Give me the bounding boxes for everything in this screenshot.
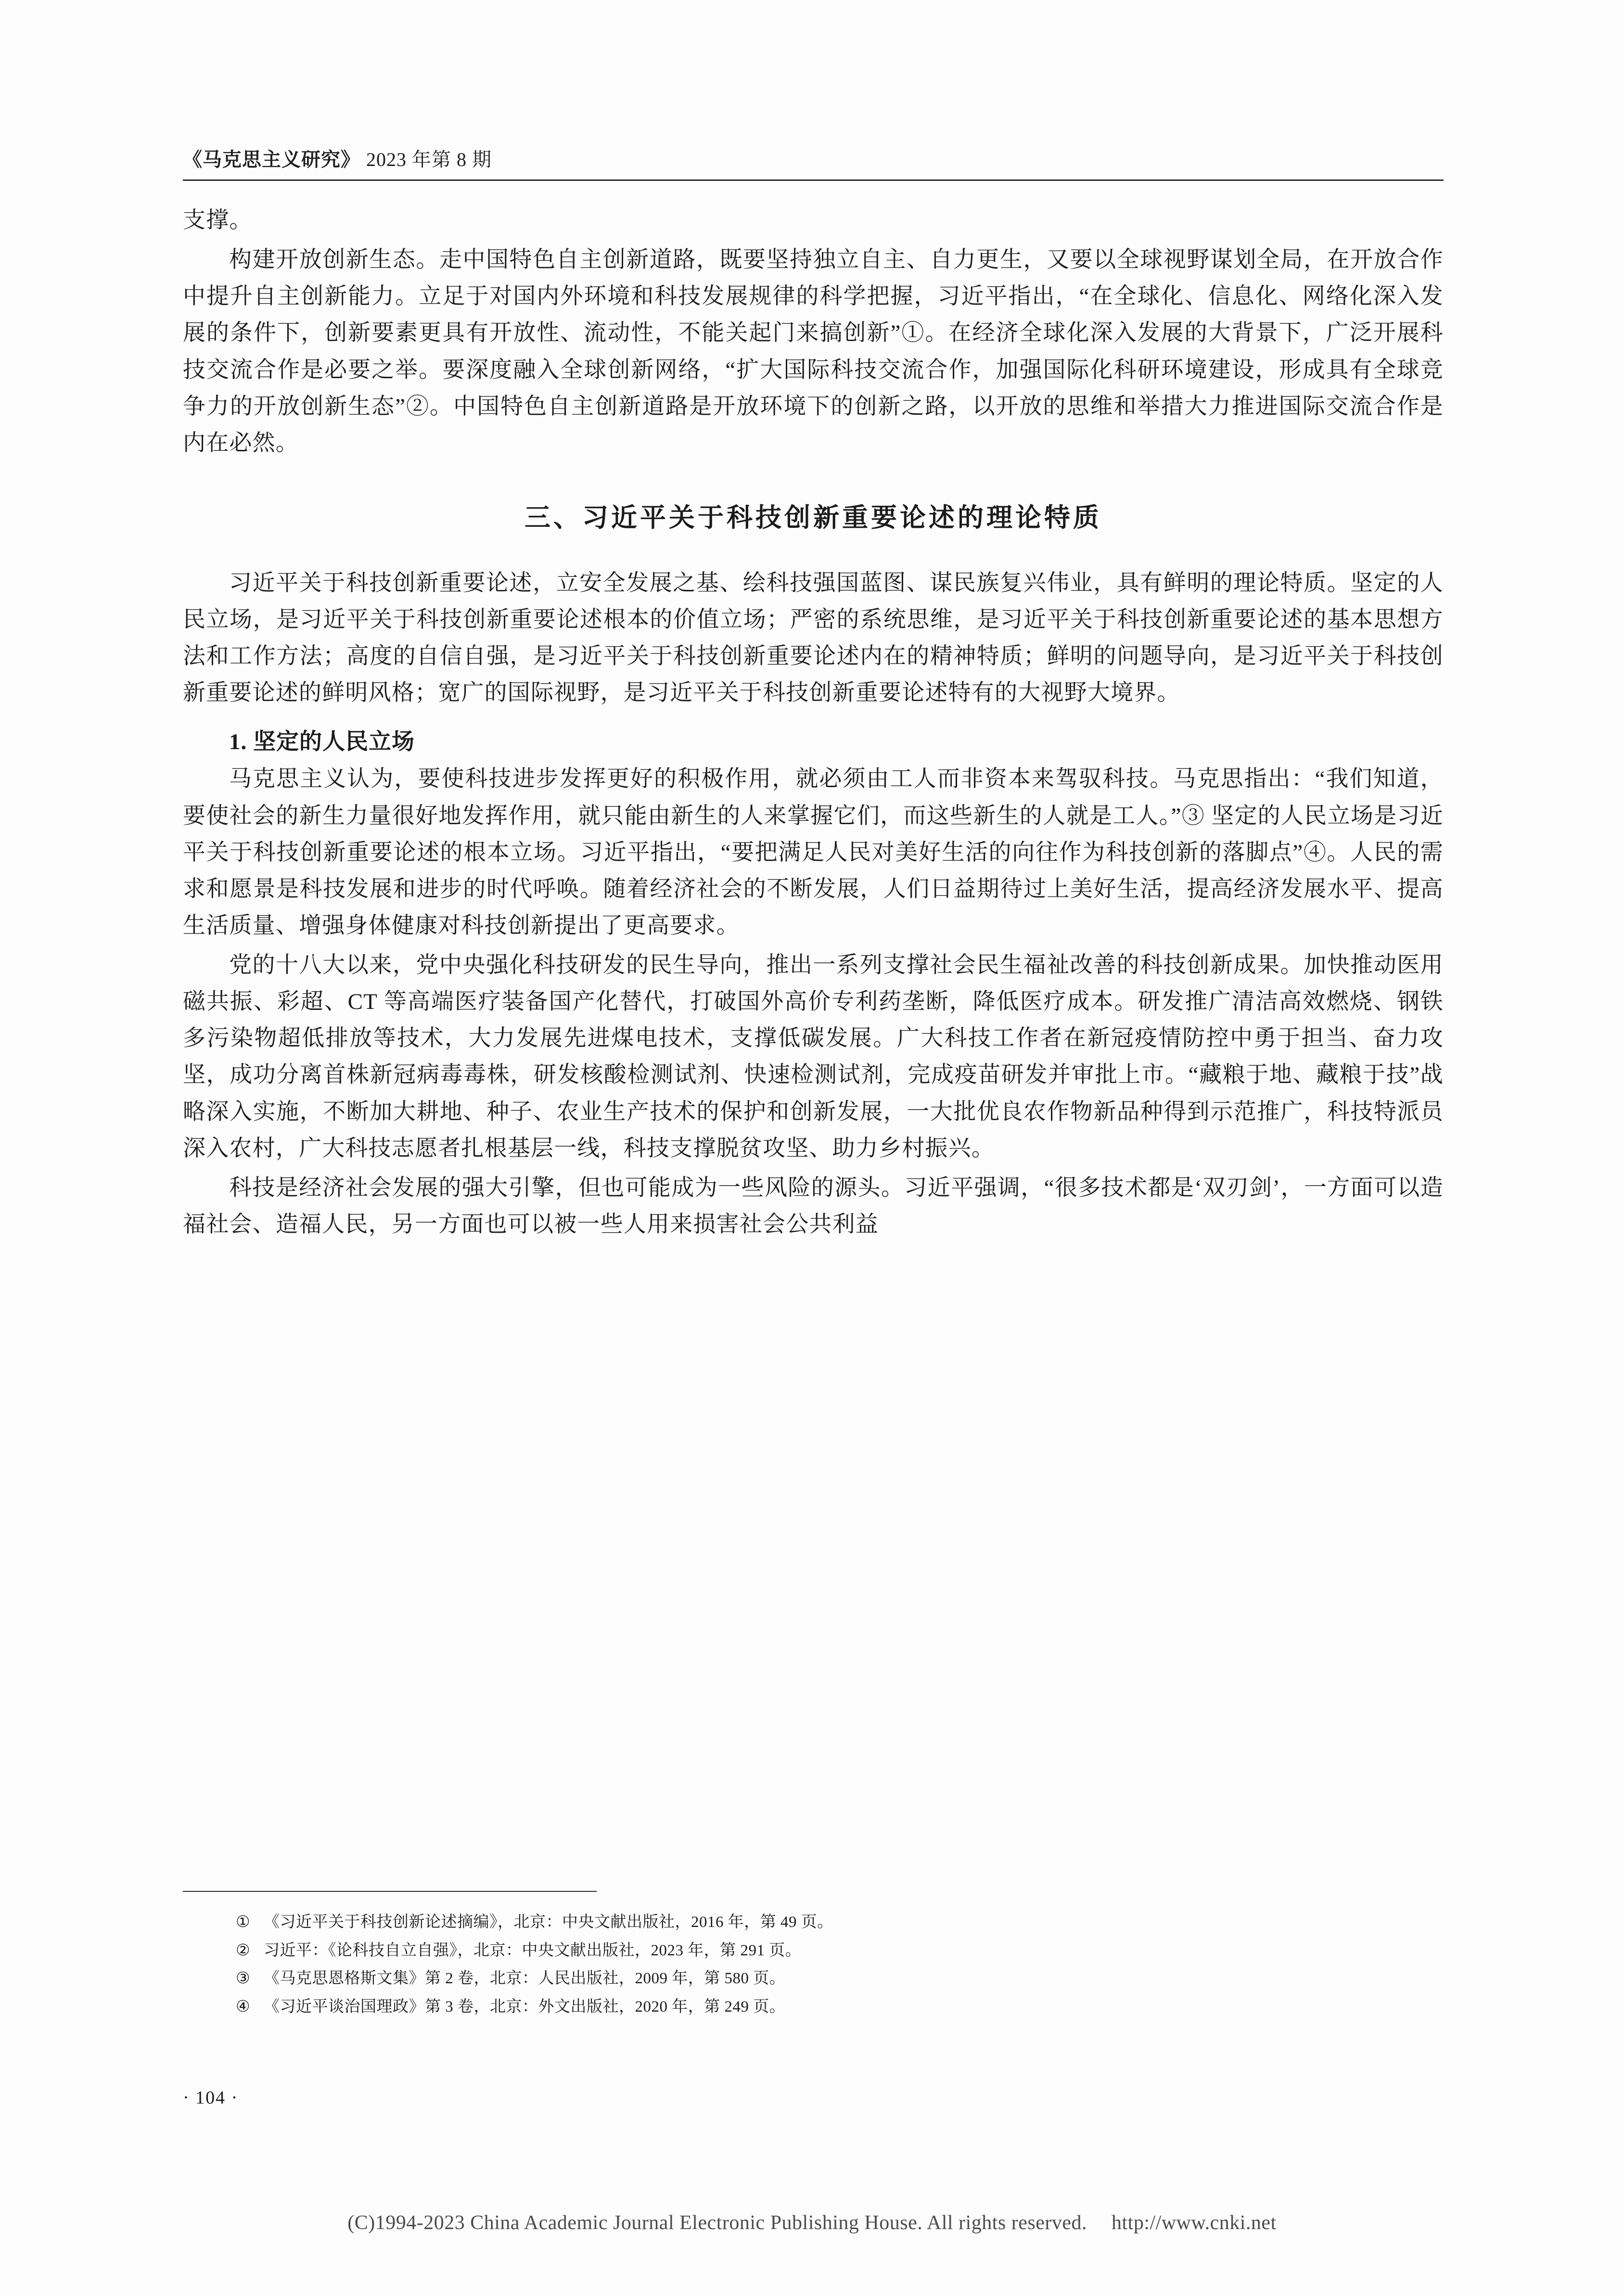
paragraph-marxism: 马克思主义认为，要使科技进步发挥更好的积极作用，就必须由工人而非资本来驾驭科技。马克思指出：“我们知道，要使社会的新生力量很好地发挥作用，就只能由新生的人来掌握它们，而这些新生的人就是工人。”③ 坚定的人民立场是习近平关于科技创新重要论述的根本立场。习近平指出，“要把满足人民对美好生活的向往作为科技创新的落脚点”④。人民的需求和愿景是科技发展和进步的时代呼唤。随着经济社会的不断发展，人们日益期待过上美好生活，提高经济发展水平、提高生活质量、增强身体健康对科技创新提出了更高要求。	[183, 766, 1444, 938]
footnote-text: 《习近平关于科技创新论述摘编》，北京：中央文献出版社，2016 年，第 49 页。	[264, 1913, 833, 1931]
footnote-text: 《习近平谈治国理政》第 3 卷，北京：外文出版社，2020 年，第 249 页。	[264, 1998, 786, 2016]
footnote-marker: ④	[236, 1998, 251, 2016]
footnote-item	[236, 1964, 1444, 1993]
footnote-text: 《马克思恩格斯文集》第 2 卷，北京：人民出版社，2009 年，第 580 页。	[264, 1970, 786, 1988]
header-divider	[183, 179, 1444, 181]
footnote-marker: ②	[236, 1941, 251, 1959]
journal-title: 《马克思主义研究》	[183, 149, 360, 170]
footnote-item	[236, 1937, 1444, 1965]
paragraph-theory-traits: 习近平关于科技创新重要论述，立安全发展之基、绘科技强国蓝图、谋民族复兴伟业，具有鲜明的理论特质。坚定的人民立场，是习近平关于科技创新重要论述根本的价值立场；严密的系统思维，是习近平关于科技创新重要论述的基本思想方法和工作方法；高度的自信自强，是习近平关于科技创新重要论述内在的精神特质；鲜明的问题导向，是习近平关于科技创新重要论述的鲜明风格；宽广的国际视野，是习近平关于科技创新重要论述特有的大视野大境界。	[183, 570, 1444, 706]
paragraph-18th-congress: 党的十八大以来，党中央强化科技研发的民生导向，推出一系列支撑社会民生福祉改善的科技创新成果。加快推动医用磁共振、彩超、CT 等高端医疗装备国产化替代，打破国外高价专利药垄断，降低医疗成本。研发推广清洁高效燃烧、钢铁多污染物超低排放等技术，大力发展先进煤电技术，支撑低碳发展。广大科技工作者在新冠疫情防控中勇于担当、奋力攻坚，成功分离首株新冠病毒毒株，研发核酸检测试剂、快速检测试剂，完成疫苗研发并审批上市。“藏粮于地、藏粮于技”战略深入实施，不断加大耕地、种子、农业生产技术的保护和创新发展，一大批优良农作物新品种得到示范推广，科技特派员深入农村，广大科技志愿者扎根基层一线，科技支撑脱贫攻坚、助力乡村振兴。	[183, 953, 1444, 1161]
paragraph-continuation: 支撑。	[183, 208, 253, 233]
copyright-text: (C)1994-2023 China Academic Journal Electronic Publishing House. All rights reserved.	[347, 2212, 1087, 2234]
footnote-item	[236, 1908, 1444, 1937]
page-number: · 104 ·	[183, 2088, 239, 2108]
paragraph-double-edged-sword: 科技是经济社会发展的强大引擎，但也可能成为一些风险的源头。习近平强调，“很多技术都是‘双刃剑’，一方面可以造福社会、造福人民，另一方面也可以被一些人用来损害社会公共利益	[183, 1175, 1444, 1237]
paragraph-open-innovation: 构建开放创新生态。走中国特色自主创新道路，既要坚持独立自主、自力更生，又要以全球视野谋划全局，在开放合作中提升自主创新能力。立足于对国内外环境和科技发展规律的科学把握，习近平指出，“在全球化、信息化、网络化深入发展的条件下，创新要素更具有开放性、流动性，不能关起门来搞创新”①。在经济全球化深入发展的大背景下，广泛开展科技交流合作是必要之举。要深度融入全球创新网络，“扩大国际科技交流合作，加强国际化科研环境建设，形成具有全球竞争力的开放创新生态”②。中国特色自主创新道路是开放环境下的创新之路，以开放的思维和举措大力推进国际交流合作是内在必然。	[183, 247, 1444, 456]
footnote-marker: ①	[236, 1913, 251, 1931]
footnote-divider	[183, 1891, 597, 1892]
journal-issue: 2023 年第 8 期	[366, 149, 492, 170]
footnote-item	[236, 1993, 1444, 2021]
section-heading: 三、习近平关于科技创新重要论述的理论特质	[524, 503, 1102, 532]
footnote-text: 习近平：《论科技自立自强》，北京：中央文献出版社，2023 年，第 291 页。	[264, 1941, 802, 1959]
cnki-url[interactable]: http://www.cnki.net	[1112, 2212, 1277, 2234]
footnotes	[183, 1891, 1444, 2021]
page-content	[183, 144, 1444, 1246]
sub-heading-people-stance: 1. 坚定的人民立场	[229, 729, 415, 755]
footnote-marker: ③	[236, 1970, 251, 1988]
copyright-notice	[58, 2211, 1566, 2234]
running-header	[183, 144, 1444, 179]
